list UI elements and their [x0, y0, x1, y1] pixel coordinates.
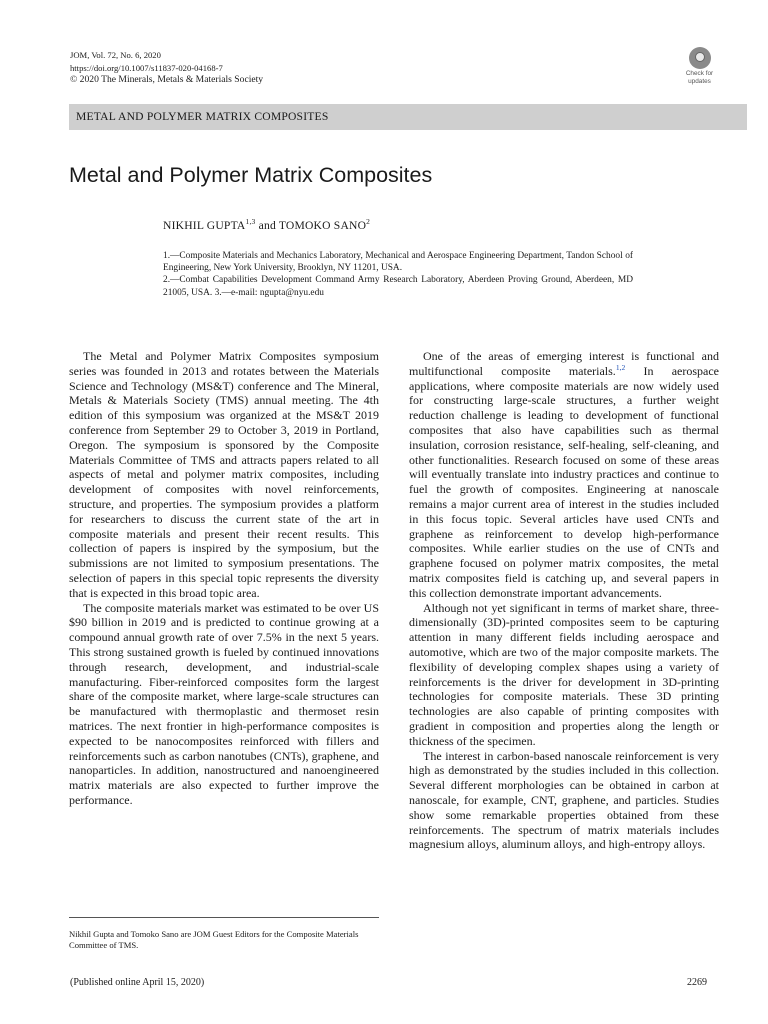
body-paragraph [409, 349, 719, 601]
journal-citation: JOM, Vol. 72, No. 6, 2020 [70, 50, 161, 60]
body-column-right [409, 349, 719, 852]
author-name: NIKHIL GUPTA [163, 218, 246, 232]
author-line [163, 217, 370, 232]
footnote: Nikhil Gupta and Tomoko Sano are JOM Guest Editors for the Composite Materials Committee of TMS. [69, 929, 359, 950]
body-text: One of the areas of emerging interest is functional and multifunctional composite materials. [409, 349, 719, 378]
body-column-left [69, 349, 379, 808]
copyright-notice: © 2020 The Minerals, Metals & Materials Society [70, 74, 264, 86]
body-text: In aerospace applications, where composite materials are now widely used for constructing large-scale structures, a further weight reduction challenge is leading to development of functional composites that also have capabilities such as thermal insulation, corrosion resistance, self-healing, self-cleaning, and other functionalities. Research focused on some of these areas will eventually translate into industry practices and continue to fuel the growth of composites. Engineering at nanoscale remains a major current area of interest in the studies included in this focus topic. Several articles have used CNTs and graphene as reinforcement to develop high-performance composites. While earlier studies on the use of CNTs and graphene focused on polymer matrix composites, the metal matrix composites field is catching up, and several papers in this collection demonstrate important advancements. [409, 363, 719, 600]
section-label: METAL AND POLYMER MATRIX COMPOSITES [69, 104, 747, 130]
affiliations [163, 250, 633, 299]
affiliation-2: 2.—Combat Capabilities Development Command Army Research Laboratory, Aberdeen Proving Ground, Aberdeen, MD 21005, USA. 3.—e-mail: ngupta@nyu.edu [163, 275, 633, 298]
author-affiliation-marker: 1,3 [245, 217, 256, 226]
check-for-updates-badge[interactable] [679, 47, 720, 88]
author-affiliation-marker: 2 [366, 217, 371, 226]
author-name: TOMOKO SANO [278, 218, 367, 232]
author-conjunction: and [255, 218, 279, 232]
body-paragraph: The Metal and Polymer Matrix Composites symposium series was founded in 2013 and rotates between the Materials Science and Technology (MS&T) conference and The Mineral, Metals & Materials Society (TMS) annual meeting. The 4th edition of this symposium was organized at the MS&T 2019 conference from September 29 to October 3, 2019 in Portland, Oregon. The symposium is sponsored by the Composite Materials Committee of TMS and attracts papers related to all aspects of metal and polymer matrix composites, including development of composites with novel reinforcements, structure, and properties. The symposium provides a platform for researchers to discuss the current state of the art in composite materials and present their recent results. This collection of papers is inspired by the symposium, but the submissions are not limited to symposium presentations. The selection of papers in this special topic represents the diversity that is expected in this broad topic area. [69, 349, 379, 600]
publication-date: (Published online April 15, 2020) [70, 977, 205, 988]
page-number: 2269 [687, 977, 707, 988]
reference-link[interactable]: 1,2 [615, 362, 626, 372]
footnote-divider [69, 917, 379, 918]
doi-link[interactable]: https://doi.org/10.1007/s11837-020-04168-7 [70, 62, 223, 73]
check-updates-label-2: updates [688, 78, 711, 85]
article-title: Metal and Polymer Matrix Composites [69, 163, 433, 187]
body-paragraph: The interest in carbon-based nanoscale reinforcement is very high as demonstrated by the studies included in this collection. Several different morphologies can be obtained in carbon at nanoscale, for example, CNT, graphene, and particles. Studies show some remarkable properties obtained from these reinforcements. The spectrum of matrix materials includes magnesium alloys, aluminum alloys, and high-entropy alloys. [409, 748, 719, 852]
body-paragraph: The composite materials market was estimated to be over US $90 billion in 2019 and is predicted to continue growing at a compound annual growth rate of over 7.5% in the next 5 years. This strong sustained growth is fueled by continued innovations through research, development, and industrial-scale manufacturing. Fiber-reinforced composites form the largest share of the composite market, where large-scale structures can be manufactured with thermoplastic and thermoset resin matrices. The next frontier in high-performance composites is expected to be nanocomposites reinforced with fillers and reinforcements such as carbon nanotubes (CNTs), graphene, and nanoparticles. In addition, nanostructured and nanoengineered matrix materials are also expected to further improve the performance. [69, 600, 379, 807]
check-updates-label-1: Check for [685, 70, 714, 77]
journal-header [70, 49, 263, 87]
affiliation-1: 1.—Composite Materials and Mechanics Laboratory, Mechanical and Aerospace Engineering Department, Tandon School of Engineering, New York University, Brooklyn, NY 11201, USA. [163, 251, 633, 274]
check-updates-icon [689, 47, 711, 69]
body-paragraph: Although not yet significant in terms of market share, three-dimensionally (3D)-printed composites seem to be capturing attention in many different fields including aerospace and automotive, which are two of the major composite markets. The flexibility of developing complex shapes using a variety of reinforcements is the driver for development in 3D-printing technologies for composite materials. These 3D printing technologies are also capable of printing composites with gradient in composition and properties along the length or thickness of the specimen. [409, 600, 719, 748]
